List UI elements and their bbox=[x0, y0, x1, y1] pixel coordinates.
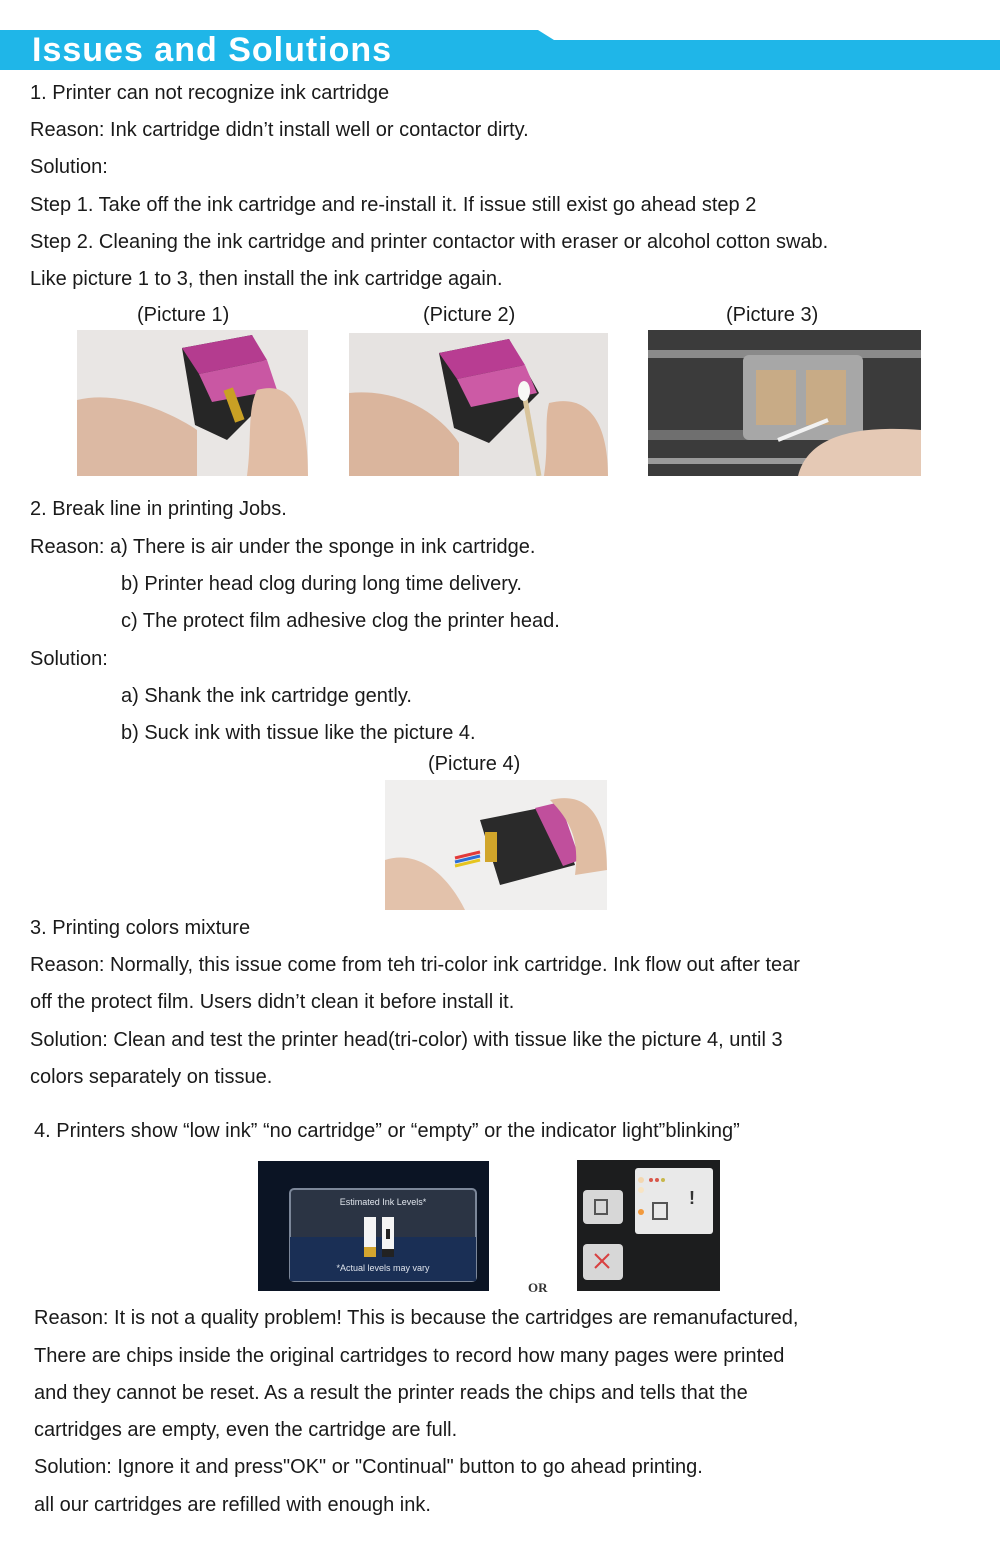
section-2-reason-b: b) Printer head clog during long time delivery. bbox=[121, 573, 522, 595]
section-2-solution-a: a) Shank the ink cartridge gently. bbox=[121, 685, 412, 707]
picture-3-caption: (Picture 3) bbox=[726, 304, 819, 326]
section-2-solution-label: Solution: bbox=[30, 648, 108, 670]
section-1-step-2: Step 2. Cleaning the ink cartridge and printer contactor with eraser or alcohol cotton swab. bbox=[30, 231, 829, 253]
printer-panel-image bbox=[577, 1160, 720, 1291]
section-2-heading: 2. Break line in printing Jobs. bbox=[30, 498, 287, 520]
section-3-heading: 3. Printing colors mixture bbox=[30, 917, 251, 939]
ink-level-screen bbox=[258, 1161, 489, 1291]
section-3-reason-line-1: Reason: Normally, this issue come from teh tri-color ink cartridge. Ink flow out after tear bbox=[30, 954, 800, 976]
section-4-heading: 4. Printers show “low ink” “no cartridge” or “empty” or the indicator light”blinking” bbox=[34, 1120, 740, 1142]
section-4-reason-line-1: Reason: It is not a quality problem! This is because the cartridges are remanufactured, bbox=[34, 1307, 799, 1329]
section-1-step-2-continued: Like picture 1 to 3, then install the ink cartridge again. bbox=[30, 268, 503, 290]
picture-3-image bbox=[648, 330, 921, 476]
section-4-reason-line-2: There are chips inside the original cartridges to record how many pages were printed bbox=[34, 1345, 785, 1367]
picture-2-image bbox=[349, 333, 608, 476]
section-3-reason-line-2: off the protect film. Users didn’t clean it before install it. bbox=[30, 991, 515, 1013]
ink-screen-note: *Actual levels may vary bbox=[336, 1263, 430, 1273]
picture-1-image bbox=[77, 330, 308, 476]
picture-2-caption: (Picture 2) bbox=[423, 304, 516, 326]
ink-screen-title: Estimated Ink Levels* bbox=[339, 1197, 427, 1207]
section-2-reason-a: Reason: a) There is air under the sponge in ink cartridge. bbox=[30, 536, 536, 558]
section-2-solution-b: b) Suck ink with tissue like the picture 4. bbox=[121, 722, 476, 744]
page-title: Issues and Solutions bbox=[32, 31, 393, 69]
picture-4-image bbox=[385, 780, 607, 910]
or-label: OR bbox=[528, 1280, 548, 1295]
section-3-solution-line-1: Solution: Clean and test the printer head(tri-color) with tissue like the picture 4, until 3 bbox=[30, 1029, 783, 1051]
section-4-reason-line-3: and they cannot be reset. As a result the printer reads the chips and tells that the bbox=[34, 1382, 748, 1404]
picture-4-caption: (Picture 4) bbox=[428, 753, 521, 775]
section-1-step-1: Step 1. Take off the ink cartridge and re-install it. If issue still exist go ahead step 2 bbox=[30, 194, 757, 216]
section-1-heading: 1. Printer can not recognize ink cartridge bbox=[30, 82, 390, 104]
section-4-solution-line-1: Solution: Ignore it and press"OK" or "Continual" button to go ahead printing. bbox=[34, 1456, 703, 1478]
section-1-reason: Reason: Ink cartridge didn’t install well or contactor dirty. bbox=[30, 119, 529, 141]
section-1-solution-label: Solution: bbox=[30, 156, 108, 178]
section-4-reason-line-4: cartridges are empty, even the cartridge are full. bbox=[34, 1419, 458, 1441]
picture-1-caption: (Picture 1) bbox=[137, 304, 230, 326]
panel-alert-icon: ! bbox=[689, 1188, 695, 1208]
section-3-solution-line-2: colors separately on tissue. bbox=[30, 1066, 273, 1088]
section-4-solution-line-2: all our cartridges are refilled with enough ink. bbox=[34, 1494, 431, 1516]
section-2-reason-c: c) The protect film adhesive clog the printer head. bbox=[121, 610, 560, 632]
